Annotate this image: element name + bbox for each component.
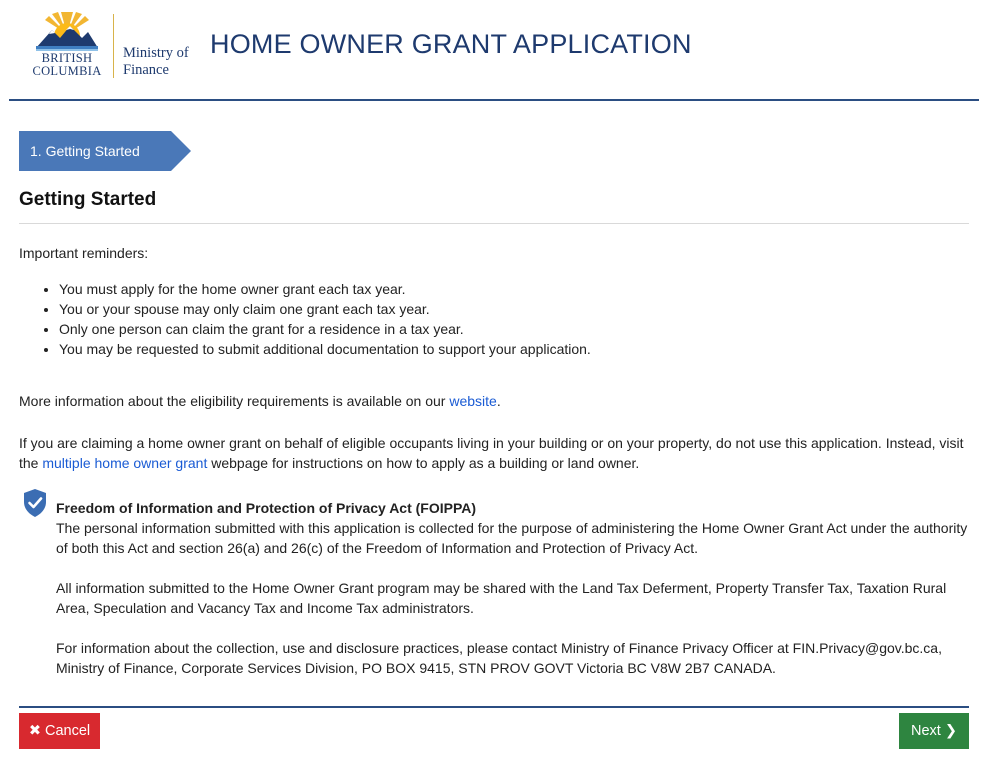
- claim-note-suffix: webpage for instructions on how to apply as a building or land owner.: [207, 455, 640, 471]
- page-title: Getting Started: [19, 189, 157, 210]
- foippa-paragraph-2: All information submitted to the Home Owner Grant program may be shared with the Land Tax Deferment, Property Transfer Tax, Taxation Rural Area, Speculation and Vacancy Tax and Income Tax administrators.: [56, 580, 947, 616]
- website-link[interactable]: website: [449, 393, 497, 409]
- cancel-button-label: Cancel: [45, 723, 91, 739]
- app-header: [0, 0, 992, 100]
- reminders-intro: Important reminders:: [19, 245, 149, 261]
- bc-sun-mountains-icon: [30, 12, 104, 52]
- close-icon: ✖: [28, 723, 41, 739]
- next-button-label: Next: [910, 723, 941, 739]
- logo-wordmark: [30, 52, 104, 78]
- list-item: • You or your spouse may only claim one grant each tax year.: [59, 299, 591, 319]
- logo-line-british: BRITISH: [41, 51, 93, 65]
- chevron-right-icon: ❯: [944, 723, 957, 739]
- foippa-title: Freedom of Information and Protection of Privacy Act (FOIPPA): [56, 500, 477, 516]
- title-divider: [19, 223, 969, 224]
- cancel-button[interactable]: [19, 713, 100, 749]
- more-info-suffix: .: [496, 393, 501, 409]
- claim-note-prefix: If you are claiming a home owner grant on behalf of eligible occupants living in your building or on your property, do not use this application. Instead, visit the: [19, 435, 964, 471]
- ministry-line-1: Ministry of: [123, 45, 189, 61]
- progress-steps: [19, 131, 171, 171]
- app-title: HOME OWNER GRANT APPLICATION: [210, 29, 692, 59]
- foippa-notice: [56, 498, 971, 678]
- list-item: • Only one person can claim the grant for a residence in a tax year.: [59, 319, 591, 339]
- footer-divider: [19, 706, 969, 708]
- step-getting-started[interactable]: 1. Getting Started: [19, 131, 171, 171]
- header-divider: [9, 99, 979, 101]
- foippa-paragraph-3: For information about the collection, use and disclosure practices, please contact Ministry of Finance Privacy Officer at FIN.Privacy@gov.bc.ca, Ministry of Finance, Corporate Services Division, PO BOX 9415, STN PROV GOVT Victoria BC V8W 2B7 CANADA.: [56, 640, 942, 676]
- more-info-prefix: More information about the eligibility requirements is available on our: [19, 393, 450, 409]
- multiple-home-owner-grant-link[interactable]: multiple home owner grant: [42, 455, 208, 471]
- multiple-grant-note: [19, 433, 974, 473]
- ministry-line-2: Finance: [123, 62, 169, 78]
- list-item: • You may be requested to submit additional documentation to support your application.: [59, 339, 591, 359]
- foippa-paragraph-1: The personal information submitted with this application is collected for the purpose of administering the Home Owner Grant Act under the authority of both this Act and section 26(a) and 26(c) of the Freedom of Information and Protection of Privacy Act.: [56, 520, 968, 556]
- reminders-list: [19, 279, 591, 359]
- logo-line-columbia: COLUMBIA: [32, 64, 102, 78]
- next-button[interactable]: [899, 713, 969, 749]
- ministry-name: [123, 45, 189, 79]
- bc-government-logo[interactable]: [30, 12, 200, 82]
- logo-divider: [113, 14, 114, 78]
- more-info-text: [19, 393, 501, 409]
- list-item: • You must apply for the home owner grant each tax year.: [59, 279, 591, 299]
- shield-check-icon: [23, 488, 47, 518]
